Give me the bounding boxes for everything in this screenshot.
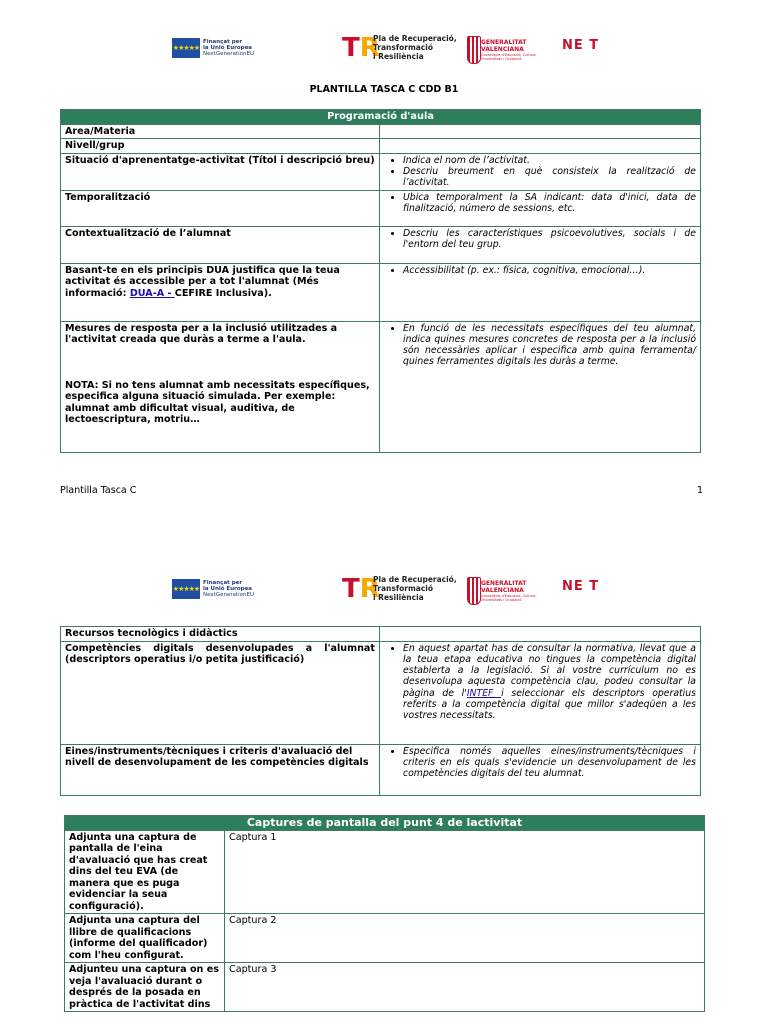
row-label: Adjunta una captura del llibre de qualificacions (informe del qualificador) com l'heu configurat. — [65, 914, 225, 963]
row-label: Adjunta una captura de pantalla de l'eina d'avaluació que has creat dins del teu EVA (de manera que es puga evidenciar la seua configuració). — [65, 830, 225, 914]
table-row — [61, 124, 701, 139]
temporalitzacio-value[interactable] — [380, 190, 701, 226]
nivell-grup-value[interactable] — [380, 139, 701, 154]
hint-bullet: • Ubica temporalment la SA indicant: data d'inici, data de finalització, número de sessions, etc. — [403, 192, 696, 215]
row-label: Recursos tecnològics i didàctics — [61, 627, 380, 642]
gva-logo-text: GENERALITAT VALENCIANA Conselleria d'Educació, Cultura, Universitats i Ocupació — [481, 580, 537, 602]
capture-3-cell[interactable]: Captura 3 — [225, 963, 705, 1012]
net-logo: NE T — [562, 38, 600, 53]
table-row — [61, 263, 701, 321]
eu-flag-icon: ★★★★★ — [172, 579, 200, 599]
table-row — [65, 830, 705, 914]
row-label: Area/Materia — [61, 124, 380, 139]
row-label: Nivell/grup — [61, 139, 380, 154]
contextualitzacio-value[interactable] — [380, 226, 701, 263]
table-row — [65, 914, 705, 963]
table-row — [61, 153, 701, 190]
recursos-value[interactable] — [380, 627, 701, 642]
capture-2-cell[interactable]: Captura 2 — [225, 914, 705, 963]
dua-a-link[interactable]: DUA-A - — [129, 287, 175, 299]
intef-link[interactable]: INTEF — [466, 687, 502, 699]
area-materia-value[interactable] — [380, 124, 701, 139]
captures-table — [64, 815, 705, 1012]
table-row — [65, 963, 705, 1012]
competencies-table — [60, 626, 701, 796]
table-row — [61, 190, 701, 226]
row-label: Situació d'aprenentatge-activitat (Títol i descripció breu) — [61, 153, 380, 190]
avaluacio-value[interactable] — [380, 744, 701, 795]
programacio-table — [60, 109, 701, 453]
table-row — [61, 226, 701, 263]
prtr-logo-text: Pla de Recuperació, Transformació i Resiliència — [373, 575, 457, 602]
hint-bullet: • Indica el nom de l’activitat. — [403, 155, 696, 166]
footer-label: Plantilla Tasca C — [60, 485, 137, 496]
eu-flag-icon: ★★★★★ — [172, 38, 200, 58]
net-logo: NE T — [562, 579, 600, 594]
table-header: Captures de pantalla del punt 4 de lactivitat — [65, 816, 705, 831]
table-header: Programació d'aula — [61, 110, 701, 125]
gva-logo-text: GENERALITAT VALENCIANA Conselleria d'Educació, Cultura, Universitats i Ocupació — [481, 39, 537, 61]
prtr-logo-text: Pla de Recuperació, Transformació i Resiliència — [373, 34, 457, 61]
row-label: Temporalització — [61, 190, 380, 226]
hint-bullet: • En funció de les necessitats específiques del teu alumnat, indica quines mesures concretes de resposta per a la inclusió són necessàries aplicar i especifica amb quina ferramenta/ quines ferramentes digitals les duràs a terme. — [403, 323, 696, 368]
table-row — [61, 627, 701, 642]
table-row — [61, 321, 701, 452]
logo-bar — [172, 34, 632, 64]
eu-logo-text: Finançat per la Unió Europea NextGenerationEU — [203, 39, 254, 57]
page-number: 1 — [696, 485, 703, 496]
eu-logo-text: Finançat per la Unió Europea NextGenerationEU — [203, 580, 254, 598]
mesures-value[interactable] — [380, 321, 701, 452]
dua-value[interactable] — [380, 263, 701, 321]
table-row — [61, 139, 701, 154]
gva-shield-icon — [467, 36, 481, 64]
document-title: PLANTILLA TASCA C CDD B1 — [309, 84, 459, 95]
gva-shield-icon — [467, 577, 481, 605]
row-label: Competències digitals desenvolupades a l'alumnat (descriptors operatius i/o petita justificació) — [61, 641, 380, 744]
situacio-value[interactable] — [380, 153, 701, 190]
hint-bullet: • Accessibilitat (p. ex.: física, cognitiva, emocional…). — [403, 265, 696, 276]
hint-bullet: • Descriu breument en què consisteix la realització de l’activitat. — [403, 166, 696, 189]
table-row — [61, 744, 701, 795]
row-label: Contextualització de l’alumnat — [61, 226, 380, 263]
competencies-value[interactable] — [380, 641, 701, 744]
row-label: Basant-te en els principis DUA justifica que la teua activitat és accessible per a tot l'alumnat (Més informació: DUA-A - CEFIRE Inclusiva). — [61, 263, 380, 321]
row-label: Eines/instruments/tècniques i criteris d'avaluació del nivell de desenvolupament de les competències digitals — [61, 744, 380, 795]
prtr-logo-icon: TR — [342, 33, 380, 63]
table-row — [61, 641, 701, 744]
logo-bar — [172, 575, 632, 605]
hint-bullet: • Descriu les característiques psicoevolutives, socials i de l'entorn del teu grup. — [403, 228, 696, 251]
note-text: NOTA: Si no tens alumnat amb necessitats específiques, especifica alguna situació simulada. Per exemple: alumnat amb dificultat visual, auditiva, de lectoescriptura, motriu… — [65, 379, 370, 425]
hint-bullet: • En aquest apartat has de consultar la normativa, llevat que a la teua etapa educativa no tingues la competència digital establerta a la legislació. Si al vostre currículum no es desenvolupa aquesta competència clau, podeu consultar la pàgina de l'INTEF i seleccionar els descriptors operatius referits a la competència digital que millor s'adeqüen a les vostres necessitats. — [403, 643, 696, 722]
hint-bullet: • Especifica només aquelles eines/instruments/tècniques i criteris en els quals s'evidencie un desenvolupament de les competències digitals del teu alumnat. — [403, 746, 696, 780]
row-label: Adjunteu una captura on es veja l'avaluació durant o després de la posada en pràctica de l'activitat dins — [65, 963, 225, 1012]
capture-1-cell[interactable]: Captura 1 — [225, 830, 705, 914]
row-label: Mesures de resposta per a la inclusió utilitzades a l'activitat creada que duràs a terme a l'aula. NOTA: Si no tens alumnat amb necessitats específiques, especifica alguna situació simulada. Per exemple: alumnat amb dificultat visual, auditiva, de lectoescriptura, motriu… — [61, 321, 380, 452]
prtr-logo-icon: TR — [342, 574, 380, 604]
